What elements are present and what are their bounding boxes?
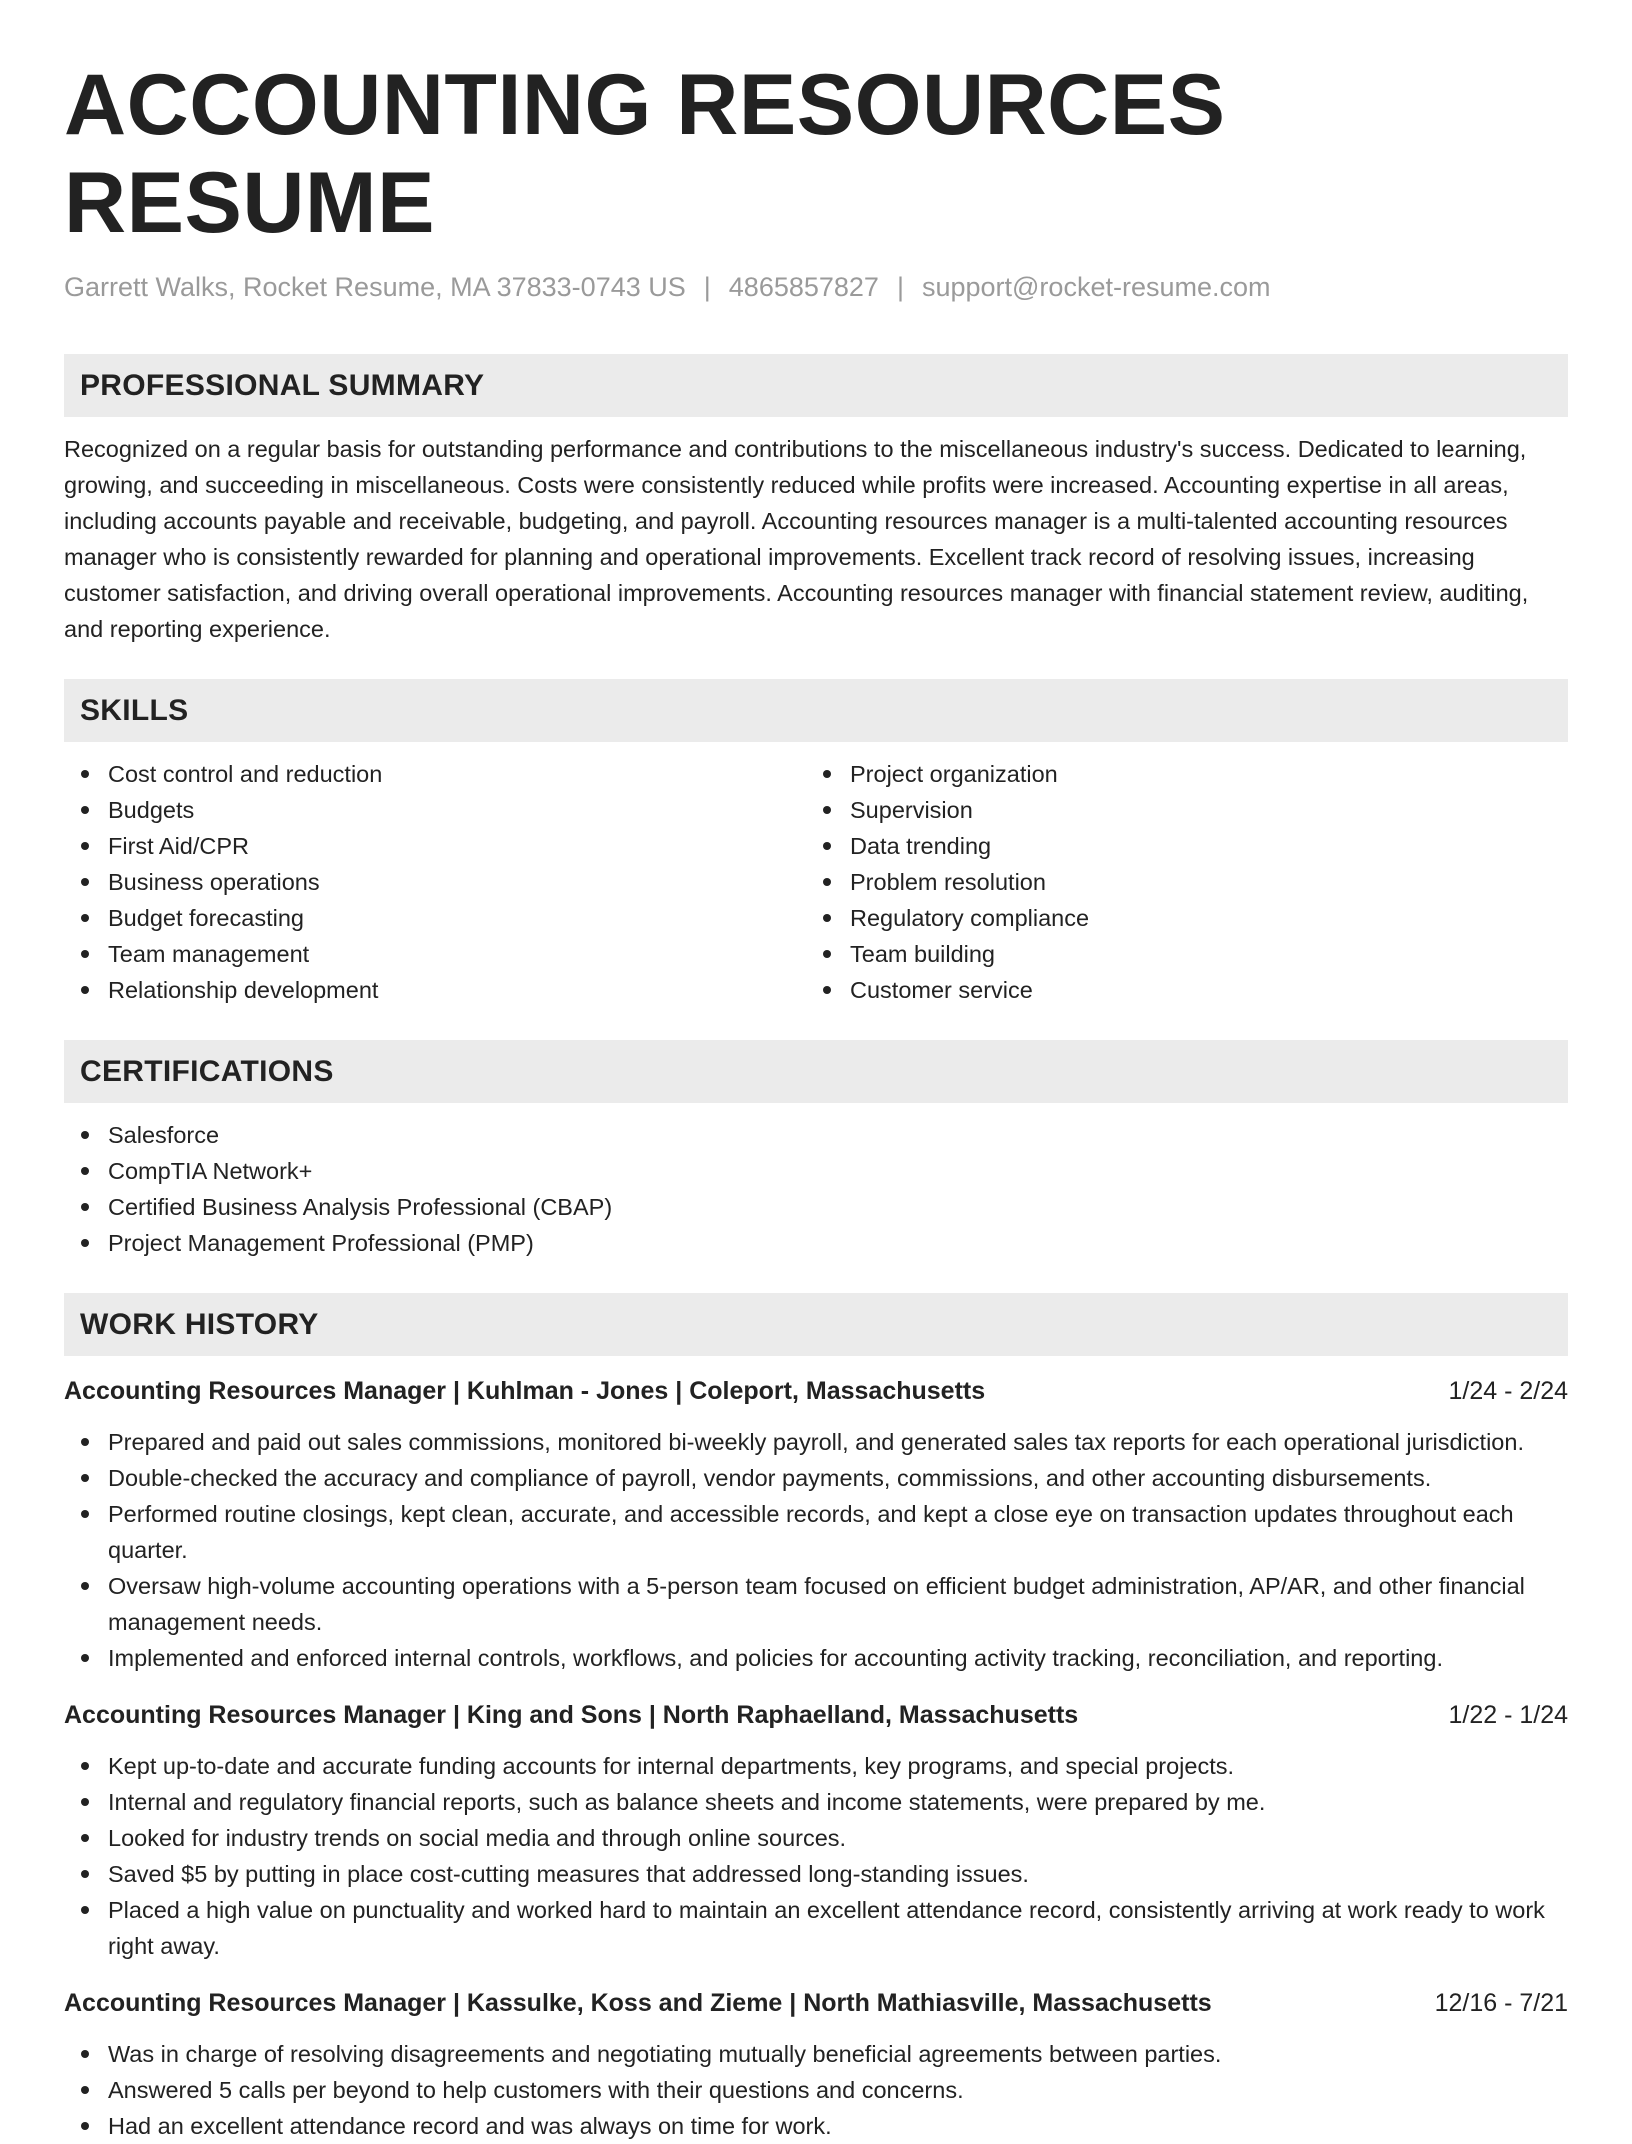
job-bullet: Oversaw high-volume accounting operations with a 5-person team focused on efficient budget administration, AP/AR, and other financial management needs. [64,1568,1568,1640]
skill-item: Customer service [806,972,1548,1008]
certification-item: Certified Business Analysis Professional (CBAP) [64,1189,1568,1225]
section-title: SKILLS [80,693,189,727]
section-title: CERTIFICATIONS [80,1054,334,1088]
job-bullet: Performed routine closings, kept clean, accurate, and accessible records, and kept a close eye on transaction updates throughout each quarter. [64,1496,1568,1568]
contact-separator: | [703,272,711,302]
job-bullets [64,1748,1568,1964]
skills-grid [64,756,1568,1008]
job-bullet: Implemented and enforced internal controls, workflows, and policies for accounting activity tracking, reconciliation, and reporting. [64,1640,1568,1676]
skill-item: Business operations [64,864,806,900]
job-title: Accounting Resources Manager | King and Sons | North Raphaelland, Massachusetts [64,1701,1079,1729]
section-header-work-history [64,1293,1568,1356]
skill-item: Budget forecasting [64,900,806,936]
contact-phone: 4865857827 [728,272,879,302]
professional-summary: Recognized on a regular basis for outstanding performance and contributions to the miscellaneous industry's success. Dedicated to learning, growing, and succeeding in miscellaneous. Costs were consistently reduced while profits were increased. Accounting expertise in all areas, including accounts payable and receivable, budgeting, and payroll. Accounting resources manager is a multi-talented accounting resources manager who is consistently rewarded for planning and operational improvements. Excellent track record of resolving issues, increasing customer satisfaction, and driving overall operational improvements. Accounting resources manager with financial statement review, auditing, and reporting experience. [64,436,1529,642]
skill-item: First Aid/CPR [64,828,806,864]
contact-line [64,270,1568,304]
job-dates: 1/24 - 2/24 [1448,1377,1568,1405]
certification-item: Project Management Professional (PMP) [64,1225,1568,1261]
skill-item: Relationship development [64,972,806,1008]
resume-title: ACCOUNTING RESOURCES RESUME [64,57,1226,251]
job-entry [64,1986,1568,2144]
section-title: PROFESSIONAL SUMMARY [80,368,485,402]
section-title: WORK HISTORY [80,1307,319,1341]
job-bullet: Double-checked the accuracy and compliance of payroll, vendor payments, commissions, and other accounting disbursements. [64,1460,1568,1496]
contact-email: support@rocket-resume.com [921,272,1271,302]
job-title: Accounting Resources Manager | Kassulke, Koss and Zieme | North Mathiasville, Massachusetts [64,1989,1212,2017]
job-header [64,1374,1568,1408]
skill-item: Team building [806,936,1548,972]
skill-item: Project organization [806,756,1548,792]
contact-separator: | [896,272,904,302]
skill-item: Problem resolution [806,864,1548,900]
job-bullet: Was in charge of resolving disagreements and negotiating mutually beneficial agreements between parties. [64,2036,1568,2072]
section-header-summary [64,354,1568,417]
job-bullet: Internal and regulatory financial reports, such as balance sheets and income statements, were prepared by me. [64,1784,1568,1820]
certifications-list [64,1117,1568,1261]
skills-column-right [806,756,1548,1008]
skills-column-left [64,756,806,1008]
job-dates: 1/22 - 1/24 [1448,1701,1568,1729]
job-dates: 12/16 - 7/21 [1434,1989,1568,2017]
skill-item: Regulatory compliance [806,900,1548,936]
job-entry [64,1374,1568,1676]
job-bullet: Kept up-to-date and accurate funding accounts for internal departments, key programs, and special projects. [64,1748,1568,1784]
job-bullets [64,2036,1568,2144]
certification-item: CompTIA Network+ [64,1153,1568,1189]
skill-item: Team management [64,936,806,972]
skill-item: Supervision [806,792,1548,828]
contact-address: Garrett Walks, Rocket Resume, MA 37833-0743 US [64,272,686,302]
job-header [64,1986,1568,2020]
job-bullets [64,1424,1568,1676]
certification-item: Salesforce [64,1117,1568,1153]
job-bullet: Had an excellent attendance record and was always on time for work. [64,2108,1568,2144]
job-bullet: Prepared and paid out sales commissions, monitored bi-weekly payroll, and generated sales tax reports for each operational jurisdiction. [64,1424,1568,1460]
job-bullet: Saved $5 by putting in place cost-cutting measures that addressed long-standing issues. [64,1856,1568,1892]
skill-item: Budgets [64,792,806,828]
job-bullet: Placed a high value on punctuality and worked hard to maintain an excellent attendance record, consistently arriving at work ready to work right away. [64,1892,1568,1964]
job-bullet: Answered 5 calls per beyond to help customers with their questions and concerns. [64,2072,1568,2108]
job-bullet: Looked for industry trends on social media and through online sources. [64,1820,1568,1856]
job-entry [64,1698,1568,1964]
job-title: Accounting Resources Manager | Kuhlman - Jones | Coleport, Massachusetts [64,1377,986,1405]
section-header-certifications [64,1040,1568,1103]
section-header-skills [64,679,1568,742]
skill-item: Data trending [806,828,1548,864]
skill-item: Cost control and reduction [64,756,806,792]
job-header [64,1698,1568,1732]
